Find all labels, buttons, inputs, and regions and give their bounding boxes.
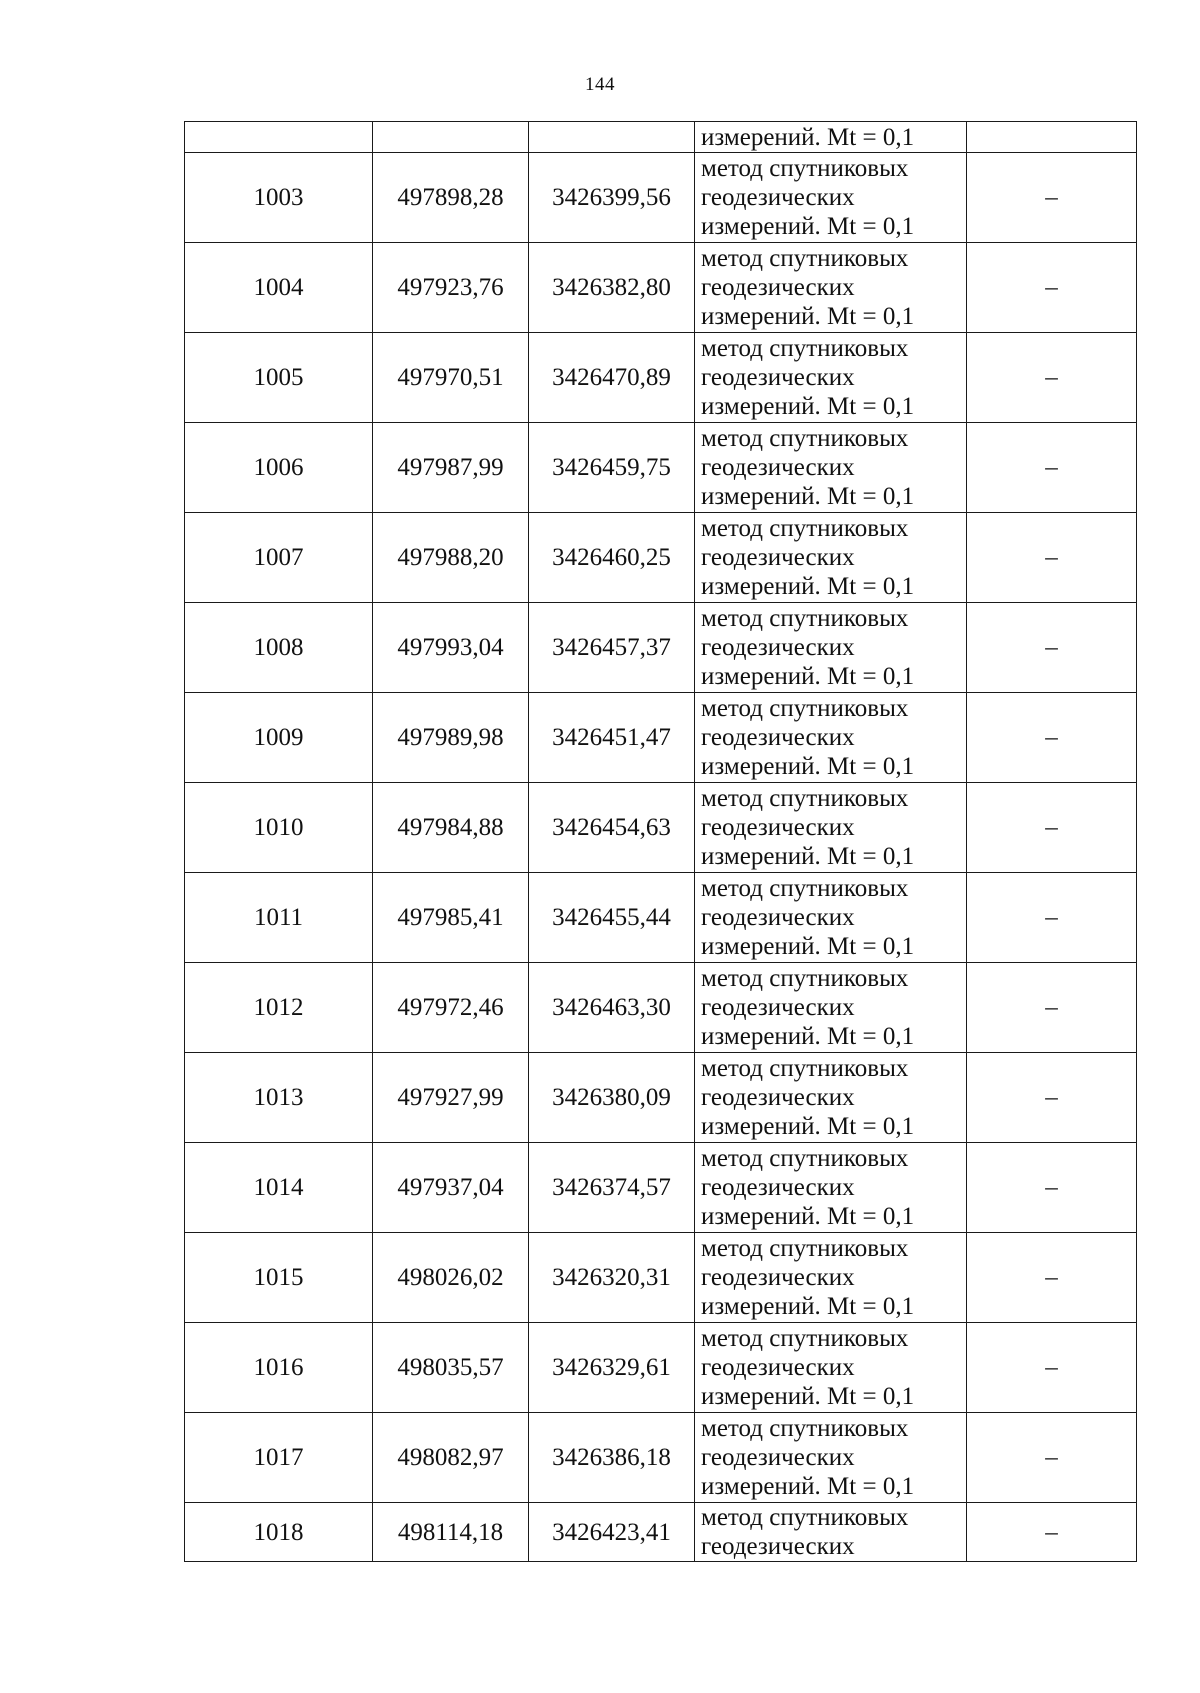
y-coordinate-cell: 3426470,89: [529, 333, 695, 423]
method-line: измерений. Mt = 0,1: [701, 1473, 915, 1500]
method-line: геодезических: [701, 544, 855, 571]
description-cell: –: [967, 1053, 1137, 1143]
description-cell: –: [967, 243, 1137, 333]
y-coordinate-cell: 3426454,63: [529, 783, 695, 873]
table-row: [185, 963, 1137, 1053]
y-coordinate-cell: 3426382,80: [529, 243, 695, 333]
point-number-cell: 1003: [185, 153, 373, 243]
description-cell: –: [967, 1323, 1137, 1413]
method-cell: [695, 783, 967, 873]
method-line: метод спутниковых: [701, 425, 909, 452]
method-line: метод спутниковых: [701, 1415, 909, 1442]
point-number-cell: 1018: [185, 1503, 373, 1562]
method-line: геодезических: [701, 814, 855, 841]
description-cell: [967, 122, 1137, 153]
method-line: измерений. Mt = 0,1: [701, 663, 915, 690]
method-cell: [695, 333, 967, 423]
method-line: геодезических: [701, 1533, 855, 1560]
table-row: [185, 1323, 1137, 1413]
method-cell: [695, 1323, 967, 1413]
description-cell: –: [967, 873, 1137, 963]
y-coordinate-cell: 3426457,37: [529, 603, 695, 693]
method-line: метод спутниковых: [701, 875, 909, 902]
method-line: метод спутниковых: [701, 245, 909, 272]
method-line: измерений. Mt = 0,1: [701, 483, 915, 510]
description-cell: –: [967, 963, 1137, 1053]
coordinates-table: [184, 121, 1137, 1562]
method-line: геодезических: [701, 454, 855, 481]
method-line: геодезических: [701, 904, 855, 931]
description-cell: –: [967, 333, 1137, 423]
method-cell: [695, 603, 967, 693]
table-row: [185, 693, 1137, 783]
method-line: геодезических: [701, 274, 855, 301]
table-row: [185, 1233, 1137, 1323]
x-coordinate-cell: 497985,41: [373, 873, 529, 963]
x-coordinate-cell: 497972,46: [373, 963, 529, 1053]
x-coordinate-cell: 497987,99: [373, 423, 529, 513]
y-coordinate-cell: 3426451,47: [529, 693, 695, 783]
description-cell: –: [967, 603, 1137, 693]
point-number-cell: 1013: [185, 1053, 373, 1143]
x-coordinate-cell: [373, 122, 529, 153]
y-coordinate-cell: 3426423,41: [529, 1503, 695, 1562]
description-cell: –: [967, 1503, 1137, 1562]
point-number-cell: 1015: [185, 1233, 373, 1323]
y-coordinate-cell: 3426386,18: [529, 1413, 695, 1503]
description-cell: –: [967, 1413, 1137, 1503]
point-number-cell: 1006: [185, 423, 373, 513]
x-coordinate-cell: 497984,88: [373, 783, 529, 873]
x-coordinate-cell: 498035,57: [373, 1323, 529, 1413]
table-row: [185, 153, 1137, 243]
x-coordinate-cell: 497898,28: [373, 153, 529, 243]
table-row: [185, 1413, 1137, 1503]
description-cell: –: [967, 1143, 1137, 1233]
method-line: измерений. Mt = 0,1: [701, 303, 915, 330]
x-coordinate-cell: 497970,51: [373, 333, 529, 423]
method-line: геодезических: [701, 364, 855, 391]
method-line: метод спутниковых: [701, 515, 909, 542]
point-number-cell: 1011: [185, 873, 373, 963]
point-number-cell: 1007: [185, 513, 373, 603]
point-number-cell: [185, 122, 373, 153]
x-coordinate-cell: 498114,18: [373, 1503, 529, 1562]
description-cell: –: [967, 693, 1137, 783]
y-coordinate-cell: 3426399,56: [529, 153, 695, 243]
point-number-cell: 1012: [185, 963, 373, 1053]
description-cell: –: [967, 513, 1137, 603]
description-cell: –: [967, 783, 1137, 873]
point-number-cell: 1017: [185, 1413, 373, 1503]
table-row-last: [185, 1503, 1137, 1562]
method-line: измерений. Mt = 0,1: [701, 843, 915, 870]
method-cell: [695, 423, 967, 513]
description-cell: –: [967, 153, 1137, 243]
method-cell: [695, 1413, 967, 1503]
description-cell: –: [967, 423, 1137, 513]
x-coordinate-cell: 498026,02: [373, 1233, 529, 1323]
method-cell: [695, 963, 967, 1053]
method-line: метод спутниковых: [701, 335, 909, 362]
x-coordinate-cell: 497989,98: [373, 693, 529, 783]
method-cell: [695, 122, 967, 153]
table-row: [185, 783, 1137, 873]
method-cell: [695, 693, 967, 783]
y-coordinate-cell: 3426329,61: [529, 1323, 695, 1413]
method-line: геодезических: [701, 1444, 855, 1471]
method-line: метод спутниковых: [701, 695, 909, 722]
method-line: метод спутниковых: [701, 605, 909, 632]
x-coordinate-cell: 497923,76: [373, 243, 529, 333]
table-row: [185, 1143, 1137, 1233]
y-coordinate-cell: [529, 122, 695, 153]
table-row: [185, 1053, 1137, 1143]
x-coordinate-cell: 497988,20: [373, 513, 529, 603]
method-line: измерений. Mt = 0,1: [701, 1383, 915, 1410]
table-row: [185, 513, 1137, 603]
method-line: геодезических: [701, 1354, 855, 1381]
method-line: геодезических: [701, 1264, 855, 1291]
method-line: измерений. Mt = 0,1: [701, 123, 915, 151]
method-line: измерений. Mt = 0,1: [701, 933, 915, 960]
y-coordinate-cell: 3426380,09: [529, 1053, 695, 1143]
point-number-cell: 1005: [185, 333, 373, 423]
x-coordinate-cell: 497937,04: [373, 1143, 529, 1233]
x-coordinate-cell: 498082,97: [373, 1413, 529, 1503]
method-line: измерений. Mt = 0,1: [701, 213, 915, 240]
description-cell: –: [967, 1233, 1137, 1323]
method-line: измерений. Mt = 0,1: [701, 1113, 915, 1140]
point-number-cell: 1004: [185, 243, 373, 333]
method-line: метод спутниковых: [701, 785, 909, 812]
method-line: измерений. Mt = 0,1: [701, 1203, 915, 1230]
method-cell: [695, 513, 967, 603]
method-line: измерений. Mt = 0,1: [701, 753, 915, 780]
y-coordinate-cell: 3426374,57: [529, 1143, 695, 1233]
y-coordinate-cell: 3426463,30: [529, 963, 695, 1053]
method-cell: [695, 153, 967, 243]
method-cell: [695, 1053, 967, 1143]
x-coordinate-cell: 497927,99: [373, 1053, 529, 1143]
method-line: метод спутниковых: [701, 1235, 909, 1262]
method-line: геодезических: [701, 184, 855, 211]
method-cell: [695, 1143, 967, 1233]
point-number-cell: 1008: [185, 603, 373, 693]
x-coordinate-cell: 497993,04: [373, 603, 529, 693]
page-number: 144: [585, 74, 615, 95]
method-line: измерений. Mt = 0,1: [701, 393, 915, 420]
y-coordinate-cell: 3426320,31: [529, 1233, 695, 1323]
table-row: [185, 243, 1137, 333]
point-number-cell: 1016: [185, 1323, 373, 1413]
method-line: геодезических: [701, 994, 855, 1021]
table-row: [185, 423, 1137, 513]
method-line: измерений. Mt = 0,1: [701, 1293, 915, 1320]
table-row: [185, 873, 1137, 963]
method-cell: [695, 873, 967, 963]
table-row: [185, 333, 1137, 423]
table-row: [185, 603, 1137, 693]
y-coordinate-cell: 3426460,25: [529, 513, 695, 603]
method-line: метод спутниковых: [701, 1145, 909, 1172]
method-line: метод спутниковых: [701, 1055, 909, 1082]
y-coordinate-cell: 3426459,75: [529, 423, 695, 513]
method-line: метод спутниковых: [701, 155, 909, 182]
coordinates-table-body: [185, 122, 1137, 1562]
method-cell: [695, 243, 967, 333]
method-line: метод спутниковых: [701, 1504, 909, 1531]
method-line: геодезических: [701, 1084, 855, 1111]
method-line: метод спутниковых: [701, 1325, 909, 1352]
method-line: геодезических: [701, 634, 855, 661]
y-coordinate-cell: 3426455,44: [529, 873, 695, 963]
method-line: геодезических: [701, 1174, 855, 1201]
point-number-cell: 1014: [185, 1143, 373, 1233]
method-cell: [695, 1233, 967, 1323]
method-line: измерений. Mt = 0,1: [701, 573, 915, 600]
method-line: метод спутниковых: [701, 965, 909, 992]
method-line: измерений. Mt = 0,1: [701, 1023, 915, 1050]
table-row-continued: [185, 122, 1137, 153]
method-cell: [695, 1503, 967, 1562]
point-number-cell: 1009: [185, 693, 373, 783]
method-line: геодезических: [701, 724, 855, 751]
point-number-cell: 1010: [185, 783, 373, 873]
